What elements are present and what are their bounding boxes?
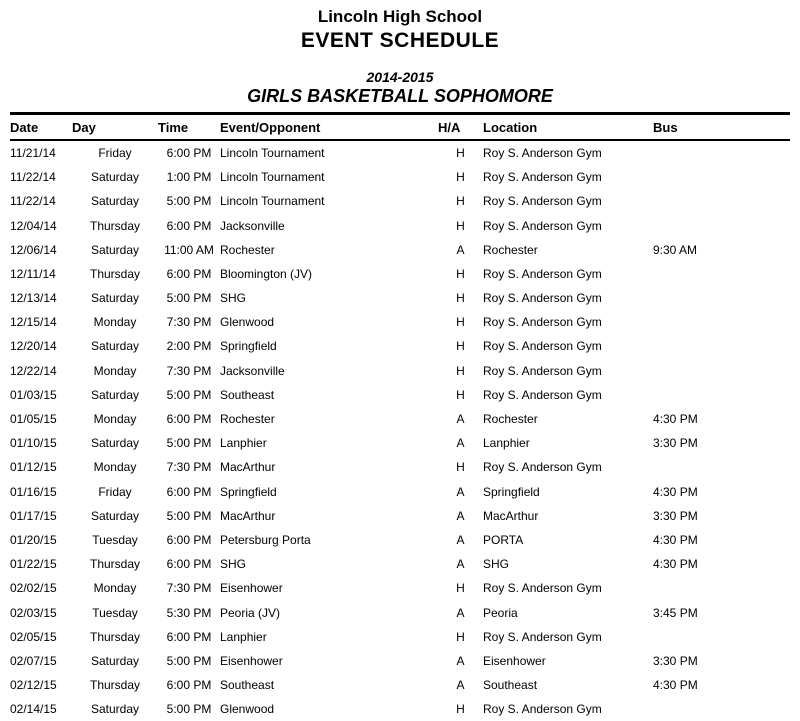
cell-location: MacArthur [483,508,539,523]
cell-event: Peoria (JV) [220,605,281,620]
table-row [10,528,790,552]
table-row [10,140,790,165]
cell-bus [653,576,790,600]
cell-date: 12/22/14 [10,363,57,378]
table-row [10,407,790,431]
cell-event: Glenwood [220,702,275,717]
cell-location: Roy S. Anderson Gym [483,387,602,402]
cell-time: 5:00 PM [166,387,212,402]
cell-date: 12/06/14 [10,242,57,257]
cell-event: MacArthur [220,508,276,523]
cell-location: Roy S. Anderson Gym [483,145,602,160]
cell-bus [653,697,790,721]
cell-date: 11/22/14 [10,194,56,209]
cell-ha: A [456,605,465,620]
team-label: GIRLS BASKETBALL SOPHOMORE [247,86,553,107]
cell-date: 02/14/15 [10,702,57,717]
cell-location: Roy S. Anderson Gym [483,363,602,378]
cell-time: 6:00 PM [166,412,212,426]
cell-day: Friday [98,484,132,499]
cell-day: Thursday [89,557,141,572]
season-label: 2014-2015 [366,68,434,85]
cell-time: 5:30 PM [166,605,212,620]
table-row [10,455,790,479]
cell-day: Tuesday [92,532,138,547]
column-header-bus: Bus [653,119,678,135]
cell-event: Southeast [220,387,275,402]
cell-event: Lincoln Tournament [220,145,325,160]
cell-time: 6:00 PM [166,557,212,572]
cell-bus: 4:30 PM [653,678,698,693]
cell-location: Lanphier [483,436,530,451]
table-row [10,504,790,528]
cell-bus: 4:30 PM [653,557,698,572]
cell-ha: A [456,653,465,668]
cell-day: Saturday [90,339,140,354]
cell-ha: H [456,170,465,185]
cell-ha: A [456,484,465,499]
table-row [10,479,790,503]
cell-ha: H [456,145,465,160]
cell-ha: H [456,194,465,209]
table-row [10,238,790,262]
cell-day: Thursday [89,266,141,281]
cell-event: SHG [220,291,247,306]
table-row [10,576,790,600]
cell-day: Thursday [89,678,141,693]
cell-day: Tuesday [92,605,138,620]
cell-day: Saturday [90,242,140,257]
cell-location: Roy S. Anderson Gym [483,581,602,596]
school-name: Lincoln High School [317,7,483,26]
cell-location: Roy S. Anderson Gym [483,339,602,354]
cell-bus [653,165,790,189]
cell-day: Thursday [89,218,141,233]
cell-location: Rochester [483,412,538,426]
event-schedule-table [10,112,790,721]
cell-location: Roy S. Anderson Gym [483,291,602,306]
cell-time: 7:30 PM [166,460,212,475]
cell-location: Southeast [483,678,538,693]
cell-location: Roy S. Anderson Gym [483,194,602,209]
cell-ha: H [456,291,465,306]
cell-event: Eisenhower [220,581,283,596]
table-row [10,649,790,673]
cell-date: 01/05/15 [10,412,57,426]
cell-time: 5:00 PM [166,653,212,668]
cell-location: Roy S. Anderson Gym [483,315,602,330]
cell-event: Jacksonville [220,363,285,378]
table-row [10,431,790,455]
cell-event: Southeast [220,678,275,693]
cell-event: MacArthur [220,460,276,475]
header-row [10,113,790,140]
cell-location: Roy S. Anderson Gym [483,170,602,185]
cell-location: Roy S. Anderson Gym [483,460,602,475]
cell-ha: H [456,339,465,354]
column-header-ha: H/A [438,119,461,135]
cell-ha: H [456,629,465,644]
cell-event: Lincoln Tournament [220,170,325,185]
cell-event: Petersburg Porta [220,532,311,547]
cell-event: Lincoln Tournament [220,194,325,209]
cell-event: Rochester [220,242,275,257]
cell-event: Rochester [220,412,275,426]
table-row [10,383,790,407]
cell-time: 6:00 PM [166,484,212,499]
cell-ha: A [456,557,465,572]
table-row [10,334,790,358]
cell-ha: A [456,412,465,426]
cell-bus [653,383,790,407]
cell-location: Roy S. Anderson Gym [483,629,602,644]
cell-date: 02/03/15 [10,605,57,620]
cell-ha: H [456,460,465,475]
cell-ha: A [456,532,465,547]
cell-day: Monday [93,412,137,426]
document-title: EVENT SCHEDULE [300,29,500,53]
table-row [10,600,790,624]
cell-ha: A [456,436,465,451]
cell-event: Eisenhower [220,653,283,668]
cell-event: SHG [220,557,247,572]
column-header-event: Event/Opponent [220,119,321,135]
cell-location: Eisenhower [483,653,546,668]
cell-bus: 3:30 PM [653,653,698,668]
cell-date: 12/15/14 [10,315,57,330]
cell-date: 12/04/14 [10,218,57,233]
cell-date: 02/12/15 [10,678,57,693]
cell-bus: 4:30 PM [653,532,698,547]
table-header [10,113,790,140]
cell-location: Peoria [483,605,518,620]
column-header-location: Location [483,119,538,135]
cell-time: 5:00 PM [166,291,212,306]
cell-event: Springfield [220,484,277,499]
cell-day: Monday [93,581,137,596]
cell-event: Bloomington (JV) [220,266,313,281]
table-row [10,310,790,334]
cell-ha: H [456,315,465,330]
cell-bus [653,455,790,479]
cell-day: Saturday [90,194,140,209]
cell-day: Saturday [90,170,140,185]
cell-time: 6:00 PM [166,629,212,644]
cell-day: Saturday [90,653,140,668]
cell-location: Roy S. Anderson Gym [483,266,602,281]
cell-day: Saturday [90,291,140,306]
cell-date: 01/12/15 [10,460,57,475]
table-row [10,697,790,721]
cell-ha: A [456,678,465,693]
column-header-time: Time [158,119,189,135]
cell-ha: H [456,387,465,402]
cell-bus [653,189,790,213]
cell-date: 02/02/15 [10,581,57,596]
cell-date: 11/21/14 [10,145,56,160]
table-row [10,262,790,286]
table-row [10,552,790,576]
cell-ha: H [456,581,465,596]
cell-day: Friday [98,145,132,160]
cell-bus [653,310,790,334]
cell-day: Saturday [90,387,140,402]
cell-time: 6:00 PM [166,678,212,693]
cell-date: 12/20/14 [10,339,57,354]
cell-time: 6:00 PM [166,145,212,160]
cell-location: Springfield [483,484,540,499]
cell-bus: 3:45 PM [653,605,698,620]
cell-date: 01/20/15 [10,532,57,547]
cell-location: Rochester [483,242,538,257]
cell-bus: 9:30 AM [653,242,698,257]
table-row [10,189,790,213]
cell-event: Lanphier [220,436,267,451]
table-row [10,625,790,649]
cell-bus [653,359,790,383]
cell-bus [653,262,790,286]
cell-bus: 4:30 PM [653,484,698,499]
cell-day: Saturday [90,436,140,451]
cell-bus: 3:30 PM [653,436,698,451]
cell-time: 5:00 PM [166,194,212,209]
cell-time: 2:00 PM [166,339,212,354]
cell-ha: A [456,242,465,257]
cell-location: SHG [483,557,510,572]
cell-bus: 3:30 PM [653,508,698,523]
cell-bus [653,334,790,358]
cell-ha: H [456,218,465,233]
cell-date: 02/05/15 [10,629,57,644]
cell-event: Jacksonville [220,218,285,233]
cell-date: 01/17/15 [10,508,57,523]
cell-event: Lanphier [220,629,267,644]
document-header [0,0,800,108]
cell-location: Roy S. Anderson Gym [483,702,602,717]
cell-date: 12/13/14 [10,291,57,306]
cell-location: PORTA [483,532,524,547]
cell-time: 5:00 PM [166,436,212,451]
cell-day: Monday [93,315,137,330]
cell-bus [653,286,790,310]
cell-date: 01/16/15 [10,484,57,499]
column-header-date: Date [10,119,39,135]
cell-bus [653,213,790,237]
cell-day: Monday [93,460,137,475]
cell-event: Springfield [220,339,277,354]
column-header-day: Day [72,119,96,135]
cell-day: Saturday [90,508,140,523]
cell-day: Thursday [89,629,141,644]
cell-date: 01/10/15 [10,436,57,451]
cell-ha: H [456,266,465,281]
cell-ha: A [456,508,465,523]
schedule-body [10,140,790,721]
cell-time: 6:00 PM [166,218,212,233]
table-row [10,359,790,383]
cell-date: 01/03/15 [10,387,57,402]
cell-time: 1:00 PM [166,170,212,185]
cell-date: 01/22/15 [10,557,57,572]
cell-location: Roy S. Anderson Gym [483,218,602,233]
table-row [10,673,790,697]
table-row [10,165,790,189]
cell-date: 12/11/14 [10,266,56,281]
cell-bus [653,625,790,649]
cell-time: 7:30 PM [166,581,212,596]
cell-ha: H [456,702,465,717]
cell-time: 11:00 AM [164,242,214,257]
table-row [10,213,790,237]
cell-ha: H [456,363,465,378]
cell-time: 5:00 PM [166,702,212,717]
cell-time: 7:30 PM [166,363,212,378]
cell-bus: 4:30 PM [653,412,698,426]
cell-date: 11/22/14 [10,170,56,185]
cell-event: Glenwood [220,315,275,330]
table-row [10,286,790,310]
cell-day: Monday [93,363,137,378]
cell-bus [653,140,790,165]
cell-time: 6:00 PM [166,266,212,281]
cell-date: 02/07/15 [10,653,57,668]
cell-time: 7:30 PM [166,315,212,330]
cell-time: 5:00 PM [166,508,212,523]
cell-day: Saturday [90,702,140,717]
cell-time: 6:00 PM [166,532,212,547]
